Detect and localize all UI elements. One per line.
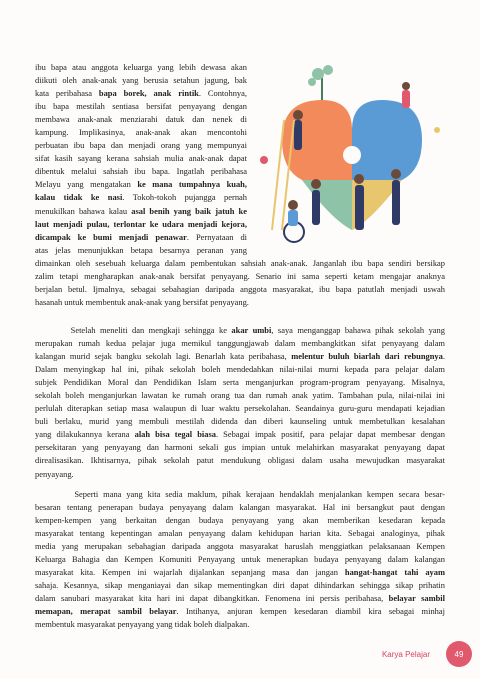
text-line: dalam sanubari masyarakat kita hari ini dapat dibangkitkan. Fenomena ini persis peribahasa, belayar sambil [35, 593, 445, 604]
page-number: 49 [446, 641, 472, 667]
bold-phrase: alah bisa tegal biasa [134, 429, 216, 440]
text-line: persekitaran yang penyayang dan harmoni sekali gus impian untuk melahirkan masyarakat penyayang dapat [35, 442, 445, 453]
text-line: media yang merupakan sebahagian daripada anggota masyarakat haruslah menggiatkan pelaksanaan Kempen [35, 541, 445, 552]
text-line: Dalam menyingkap hal ini, pihak sekolah boleh mendedahkan nilai-nilai murni kepada para pelajar dalam [35, 364, 445, 375]
text-line: Keluarga Bahagia dan Kempen Komuniti Penyayang untuk menerapkan budaya penyayang dalam kalangan [35, 554, 445, 565]
bold-phrase: memapan, merapat sambil belayar [35, 606, 177, 617]
bold-phrase: kalau tidak ke nasi [35, 192, 123, 203]
text-line: perbuatan ibu bapa dan menjadi orang yang mempunyai [35, 140, 247, 151]
bold-phrase: laut menjadi pulau, terlontar ke udara menjadi kejora, [35, 218, 247, 229]
text-line: hasanah untuk membentuk anak-anak yang bersifat penyayang. [35, 296, 249, 307]
text-line: penyayang. [35, 468, 74, 479]
text-line: subjek Pendidikan Moral dan Pendidikan Islam serta menganjurkan program-program penyayang. Misalnya, [35, 377, 445, 388]
text-line: kalau tidak ke nasi. Tokoh-tokoh pujangga pernah [35, 192, 247, 203]
bold-phrase: bapa borek, anak rintik [98, 88, 199, 99]
text-line: memapan, merapat sambil belayar. Intihanya, anjuran kempen kesedaran diambil kira sebagai minhaj [35, 606, 445, 617]
text-line [35, 218, 247, 231]
footer-label: Karya Pelajar [381, 650, 430, 659]
text-line: atas jelas menunjukkan betapa besarnya peranan yang [35, 244, 247, 255]
text-line: kempen-kempen yang berkaitan dengan budaya penyayang yang akan memberikan kesedaran kepada [35, 515, 445, 526]
text-line: ibu bapa mestilah sentiasa bersifat penyayang dengan [35, 101, 247, 112]
family-illustration [252, 60, 452, 250]
text-line: menukilkan bahawa kalau asal benih yang baik jatuh ke [35, 205, 247, 216]
text-line: masyarakat tentang kepentingan amalan penyayang dalam kehidupan harian kita. Sebagai analoginya, pihak [35, 528, 445, 539]
text-line: Seperti mana yang kita sedia maklum, pihak kerajaan hendaklah menjalankan kempen secara besar- [35, 489, 445, 499]
text-line: kalangan murid sejak bangku sekolah lagi. Benarlah kata peribahasa, melentur buluh biarlah dari rebungnya. [35, 351, 445, 362]
text-line: membawa anak-anak menziarahi datuk dan nenek di [35, 114, 247, 125]
text-line: besaran tentang penerapan budaya penyayang dalam kalangan masyarakat. Hal ini bersangkut paut dengan [35, 502, 445, 513]
text-line: kata peribahasa bapa borek, anak rintik. Contohnya, [35, 88, 247, 99]
bold-phrase: asal benih yang baik jatuh ke [131, 205, 247, 216]
bold-phrase: dicampak ke bumi menjadi penawar [35, 231, 187, 242]
text-line: direalisasikan. Ikhtisarnya, pihak sekolah patut mendukung obligasi dalam usaha mewujudkan masyarakat [35, 455, 445, 466]
text-line: Melayu yang mengatakan ke mana tumpahnya kuah, [35, 179, 247, 190]
bold-phrase: ke mana tumpahnya kuah, [137, 179, 247, 190]
text-line: sekolah boleh menganjurkan lawatan ke rumah orang tua dan rumah anak yatim. Tambahan pula, nilai-nilai ini [35, 390, 445, 401]
text-line: ibu bapa atau anggota keluarga yang lebih dewasa akan [35, 62, 247, 72]
bold-phrase: akar umbi [231, 325, 272, 335]
text-line: perlulah diterapkan setiap masa walaupun di luar waktu persekolahan. Seandainya guru-guru mendapati kejadian [35, 403, 445, 414]
text-line: sifat kasih sayang kerana sahsiah mulia anak-anak dapat [35, 153, 247, 164]
text-line: masyarakat kita. Kempen ini wajarlah dijalankan sepanjang masa dan jangan hangat-hangat tahi ayam [35, 567, 446, 578]
text-line: dimainkan oleh sesebuah keluarga dalam pembentukan sahsiah anak-anak. Janganlah ibu bapa sendiri bersikap [35, 257, 445, 268]
text-line: Setelah meneliti dan mengkaji sehingga ke akar umbi, saya menganggap bahawa pihak sekolah yang [35, 325, 445, 335]
text-line: sahaja. Kesannya, sikap menganiayai dan sikap mementingkan diri dapat dihindarkan sehingga sikap prihatin [35, 580, 445, 591]
bold-phrase: melentur buluh biarlah dari rebungnya [291, 351, 443, 362]
bold-phrase: hangat-hangat tahi ayam [344, 567, 446, 578]
text-line: yang dilakukannya kerana alah bisa tegal biasa. Sebagai impak positif, para pelajar dapat membesar dengan [35, 429, 445, 440]
text-line: kampung. Implikasinya, anak-anak akan mencontohi [35, 127, 247, 138]
bold-phrase: belayar sambil [388, 593, 445, 604]
text-line: dibentuk melalui sahsiah ibu bapa. Ingatlah peribahasa [35, 166, 247, 177]
text-line: membentuk masyarakat penyayang yang tidak boleh dialpakan. [35, 619, 250, 630]
text-line: dicampak ke bumi menjadi penawar. Pernyataan di [35, 231, 248, 242]
text-line: buli berlaku, murid yang membuli mestilah didenda dan diberi kaunseling untuk membetulkan kesalahan [35, 416, 445, 427]
paragraph-3 [35, 488, 445, 632]
text-line: merupakan rumah kedua pelajar juga memikul tanggungjawab dalam membangkitkan sifat penyayang dalam [35, 338, 445, 349]
text-line: diikuti oleh anak-anak yang berusia setahun jagung, bak [35, 75, 247, 86]
text-line: berjalan betul. Ijmalnya, sebagai sebahagian daripada anggota masyarakat, ibu bapa patutlah menjadi uswah [35, 283, 445, 294]
text-line: zalim tetapi mengharapkan anak-anak bersifat penyayang. Senario ini sama seperti ketam mengajar anaknya [35, 270, 445, 281]
paragraph-2 [35, 324, 445, 481]
